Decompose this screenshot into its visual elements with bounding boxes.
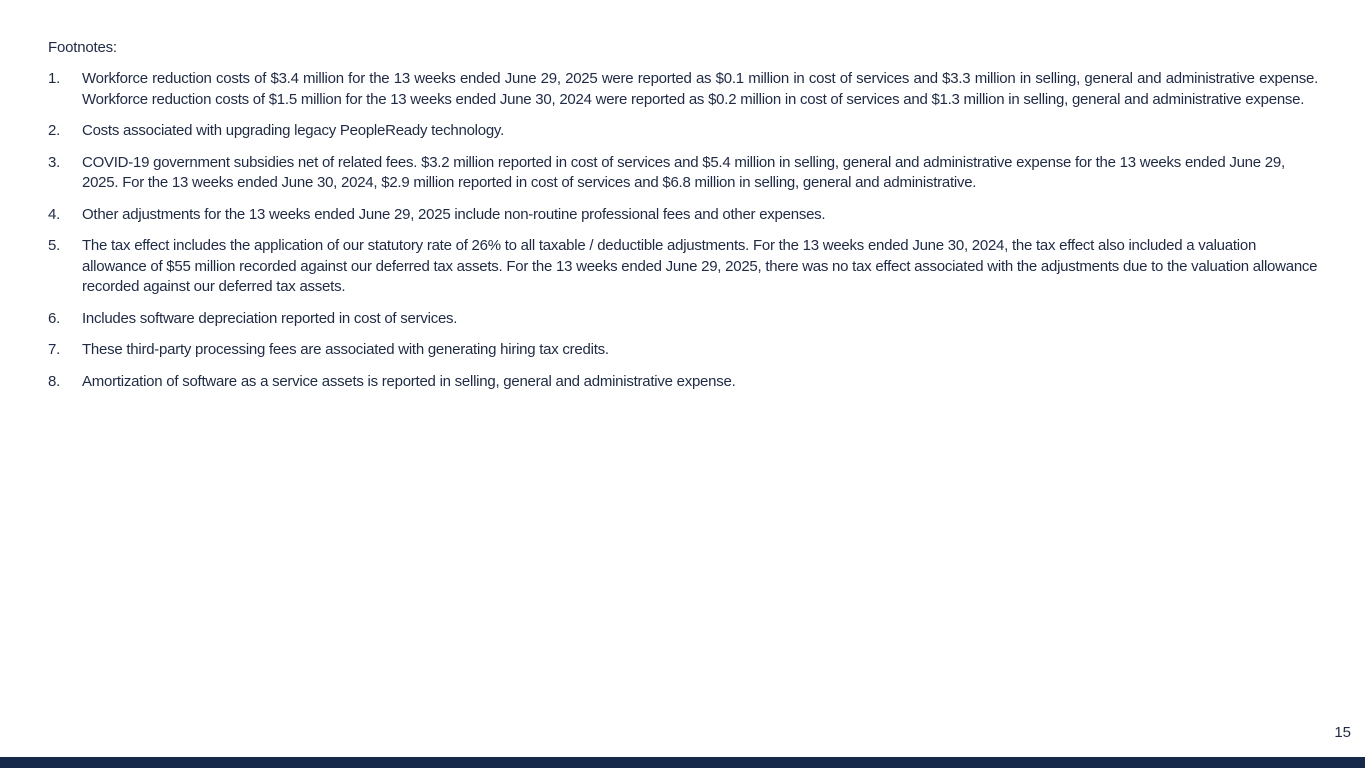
footnote-item <box>48 121 1318 142</box>
footnote-text: The tax effect includes the application of our statutory rate of 26% to all taxable / deductible adjustments. For the 13 weeks ended June 30, 2024, the tax effect also included a valuation allowance of $55 million recorded against our deferred tax assets. For the 13 weeks ended June 29, 2025, there was no tax effect associated with the adjustments due to the valuation allowance recorded against our deferred tax assets. <box>82 237 1318 295</box>
footnote-number: 8. <box>48 372 61 390</box>
page-number: 15 <box>1334 724 1351 741</box>
footnote-item <box>48 372 1318 393</box>
footnote-item <box>48 69 1318 110</box>
footnote-item <box>48 153 1318 194</box>
footnotes-heading: Footnotes: <box>48 39 117 56</box>
footnote-item <box>48 309 1318 330</box>
footer-bar <box>0 757 1365 768</box>
footnote-number: 7. <box>48 341 61 358</box>
footnote-text: Amortization of software as a service assets is reported in selling, general and administrative expense. <box>82 372 736 390</box>
footnote-text: Costs associated with upgrading legacy PeopleReady technology. <box>82 122 504 139</box>
footnote-number: 5. <box>48 237 61 254</box>
footnote-text: COVID-19 government subsidies net of related fees. $3.2 million reported in cost of services and $5.4 million in selling, general and administrative expense for the 13 weeks ended June 29, 2025. For the 13 weeks ended June 30, 2024, $2.9 million reported in cost of services and $6.8 million in selling, general and administrative. <box>82 153 1285 191</box>
footnote-item <box>48 340 1318 361</box>
footnote-text: Workforce reduction costs of $3.4 million for the 13 weeks ended June 29, 2025 were reported as $0.1 million in cost of services and $3.3 million in selling, general and administrative expense. Workforce reduction costs of $1.5 million for the 13 weeks ended June 30, 2024 were reported as $0.2 million in cost of services and $1.3 million in selling, general and administrative expense. <box>82 70 1318 108</box>
footnote-number: 1. <box>48 70 61 87</box>
footnote-number: 4. <box>48 205 61 223</box>
footnote-text: These third-party processing fees are associated with generating hiring tax credits. <box>82 341 609 358</box>
footnote-number: 2. <box>48 122 61 139</box>
footnote-text: Other adjustments for the 13 weeks ended June 29, 2025 include non-routine professional fees and other expenses. <box>82 205 826 223</box>
footnote-item <box>48 236 1318 298</box>
footnote-number: 3. <box>48 153 61 171</box>
footnote-item <box>48 205 1318 226</box>
footnote-number: 6. <box>48 309 61 327</box>
footnote-text: Includes software depreciation reported in cost of services. <box>82 309 458 327</box>
footnote-list <box>48 69 1318 403</box>
